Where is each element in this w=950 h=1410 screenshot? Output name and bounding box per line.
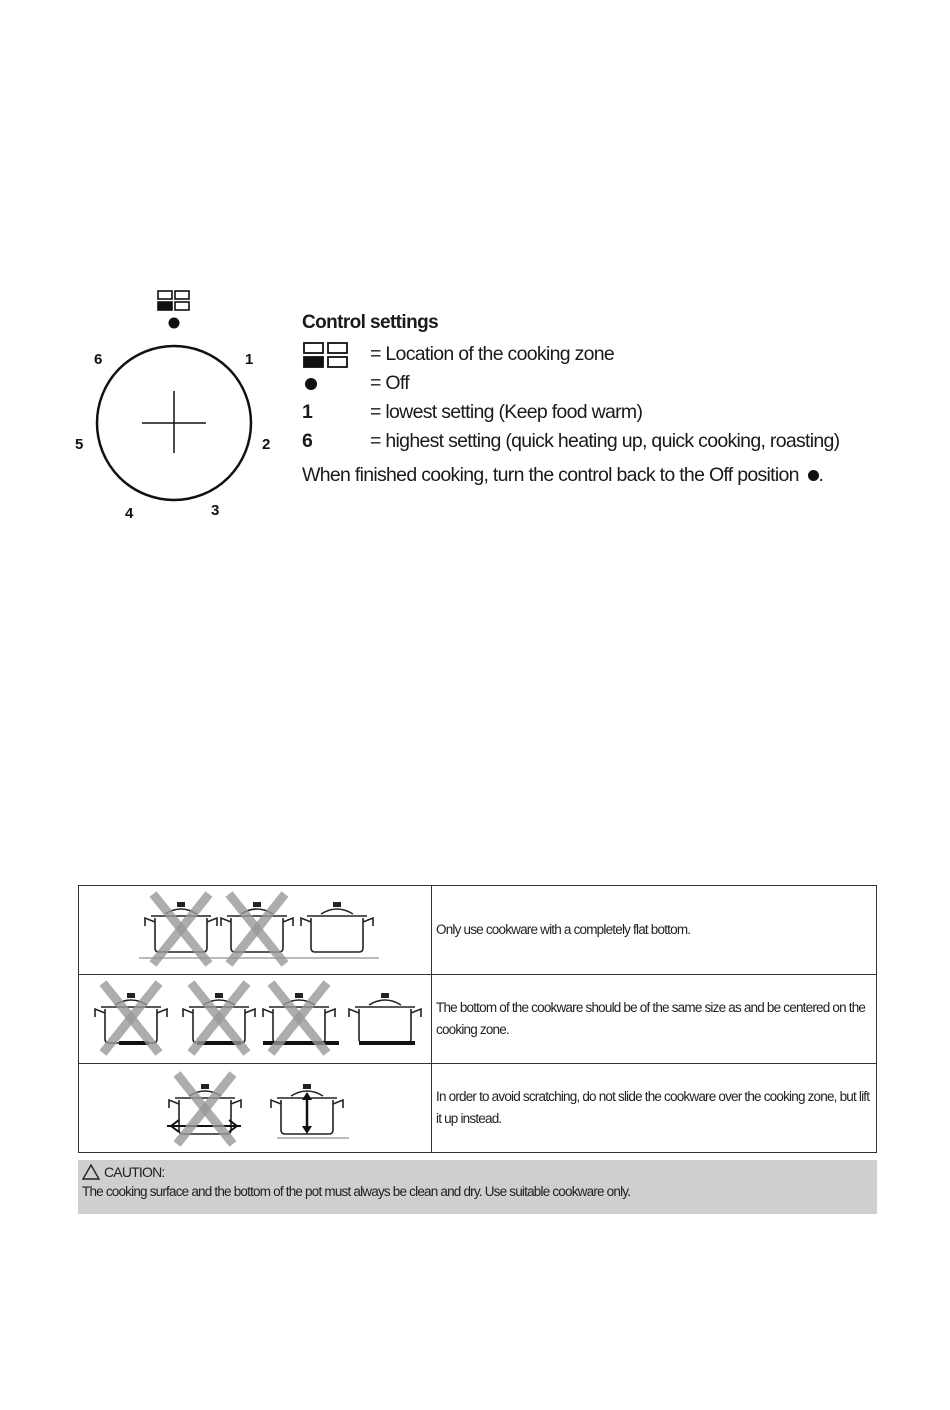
setting-key	[302, 378, 370, 390]
dial-number-2: 2	[262, 436, 271, 453]
setting-row-lowest	[302, 398, 902, 427]
dial-number-1: 1	[245, 351, 254, 368]
caution-title: CAUTION:	[104, 1164, 165, 1180]
table-row	[79, 975, 877, 1064]
cooking-zone-location-icon	[158, 291, 189, 310]
flat-bottom-pots-icon	[79, 886, 431, 974]
table-row	[79, 886, 877, 975]
dial-number-4: 4	[125, 505, 134, 522]
cookware-illustration	[79, 886, 432, 975]
finished-end: .	[818, 464, 824, 486]
off-dot-icon	[808, 470, 819, 481]
off-dot-icon	[305, 378, 317, 390]
lift-pot-icon	[79, 1064, 431, 1152]
caution-text: The cooking surface and the bottom of the pot must always be clean and dry. Use suitable cookware only.	[82, 1184, 631, 1199]
setting-row-highest	[302, 427, 902, 456]
setting-desc: = lowest setting (Keep food warm)	[370, 401, 643, 423]
dial-number-3: 3	[211, 502, 220, 519]
finished-text: When finished cooking, turn the control back to the Off position	[302, 464, 799, 486]
cookware-table	[78, 885, 877, 1153]
off-dot-icon	[169, 318, 180, 329]
caution-box	[78, 1160, 877, 1214]
setting-desc: = Location of the cooking zone	[370, 343, 615, 365]
control-settings	[302, 312, 902, 487]
finished-note	[302, 464, 902, 487]
cooking-zone-location-icon	[302, 340, 352, 370]
setting-desc: = Off	[370, 372, 409, 394]
settings-title: Control settings	[302, 312, 439, 333]
setting-row-off	[302, 369, 902, 398]
setting-key: 6	[302, 430, 313, 452]
cookware-rule-text: The bottom of the cookware should be of the same size as and be centered on the cooking zone.	[432, 975, 877, 1064]
caution-header	[82, 1164, 873, 1180]
cookware-rule-text: In order to avoid scratching, do not slide the cookware over the cooking zone, but lift it up instead.	[432, 1064, 877, 1153]
dial-number-6: 6	[94, 351, 103, 368]
setting-row-zone	[302, 340, 902, 369]
centered-pots-icon	[79, 975, 431, 1063]
control-dial	[60, 280, 290, 530]
warning-triangle-icon	[82, 1164, 100, 1180]
dial-number-5: 5	[75, 436, 84, 453]
cookware-rule-text: Only use cookware with a completely flat bottom.	[432, 886, 877, 975]
setting-desc: = highest setting (quick heating up, quick cooking, roasting)	[370, 430, 840, 452]
setting-key	[302, 340, 370, 370]
cookware-illustration	[79, 975, 432, 1064]
setting-key: 1	[302, 401, 313, 423]
table-row	[79, 1064, 877, 1153]
cookware-illustration	[79, 1064, 432, 1153]
dial-cross	[142, 391, 206, 453]
dial-graphic	[60, 280, 290, 530]
